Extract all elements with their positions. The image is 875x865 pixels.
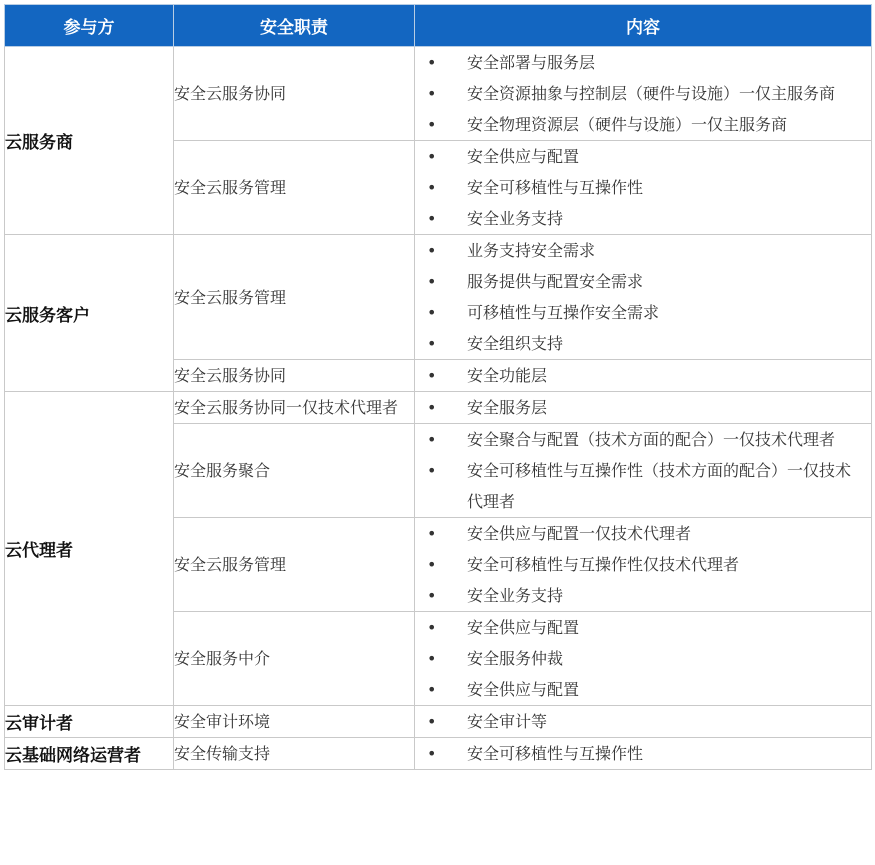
list-item-text: 安全可移植性与互操作性 [467, 744, 644, 763]
list-item-text: 可移植性与互操作安全需求 [467, 303, 660, 322]
list-item [415, 203, 871, 234]
content-list [415, 518, 871, 611]
content-cell [415, 47, 872, 141]
bullet-icon: • [427, 555, 437, 574]
list-item [415, 706, 871, 737]
header-duty: 安全职责 [174, 5, 415, 47]
list-item-text: 安全可移植性与互操作性仅技术代理者 [467, 555, 740, 574]
content-cell [415, 612, 872, 706]
list-item [415, 266, 871, 297]
content-cell [415, 360, 872, 392]
list-item-text: 安全部署与服务层 [467, 53, 596, 72]
content-list [415, 360, 871, 391]
list-item [415, 738, 871, 769]
party-cell: 云服务客户 [5, 235, 174, 392]
list-item [415, 580, 871, 611]
list-item [415, 549, 871, 580]
bullet-icon: • [427, 524, 437, 543]
list-item-text: 安全服务仲裁 [467, 649, 564, 668]
list-item [415, 674, 871, 705]
list-item [415, 78, 871, 109]
table-body [5, 47, 872, 770]
list-item-text: 安全可移植性与互操作性 [467, 178, 644, 197]
list-item [415, 172, 871, 203]
list-item-text: 安全供应与配置 [467, 147, 580, 166]
party-cell: 云代理者 [5, 392, 174, 706]
list-item-text: 安全供应与配置一仅技术代理者 [467, 524, 692, 543]
list-item [415, 518, 871, 549]
header-row [5, 5, 872, 47]
bullet-icon: • [427, 430, 437, 449]
duty-cell: 安全云服务管理 [174, 141, 415, 235]
duty-cell: 安全云服务协同 [174, 360, 415, 392]
content-list [415, 392, 871, 423]
list-item-text: 安全组织支持 [467, 334, 564, 353]
header-content: 内容 [415, 5, 872, 47]
list-item-text: 安全供应与配置 [467, 618, 580, 637]
list-item [415, 424, 871, 455]
table-row [5, 47, 872, 141]
list-item [415, 141, 871, 172]
party-cell: 云服务商 [5, 47, 174, 235]
list-item [415, 643, 871, 674]
bullet-icon: • [427, 84, 437, 103]
party-cell: 云基础网络运营者 [5, 738, 174, 770]
duty-cell: 安全传输支持 [174, 738, 415, 770]
bullet-icon: • [427, 680, 437, 699]
content-list [415, 47, 871, 140]
list-item [415, 612, 871, 643]
list-item-text: 服务提供与配置安全需求 [467, 272, 644, 291]
bullet-icon: • [427, 586, 437, 605]
party-cell: 云审计者 [5, 706, 174, 738]
duty-cell: 安全云服务管理 [174, 518, 415, 612]
list-item-text: 安全服务层 [467, 398, 548, 417]
bullet-icon: • [427, 53, 437, 72]
list-item [415, 47, 871, 78]
bullet-icon: • [427, 209, 437, 228]
bullet-icon: • [427, 398, 437, 417]
content-cell [415, 392, 872, 424]
list-item [415, 360, 871, 391]
bullet-icon: • [427, 744, 437, 763]
bullet-icon: • [427, 461, 437, 480]
content-list [415, 738, 871, 769]
list-item-text: 安全功能层 [467, 366, 548, 385]
table-row [5, 706, 872, 738]
content-cell [415, 706, 872, 738]
content-list [415, 235, 871, 359]
list-item [415, 328, 871, 359]
table-row [5, 392, 872, 424]
duty-cell: 安全服务聚合 [174, 424, 415, 518]
list-item-text: 安全供应与配置 [467, 680, 580, 699]
content-list [415, 612, 871, 705]
bullet-icon: • [427, 115, 437, 134]
bullet-icon: • [427, 649, 437, 668]
list-item-text: 安全审计等 [467, 712, 548, 731]
list-item-text: 安全资源抽象与控制层（硬件与设施）一仅主服务商 [467, 84, 836, 103]
list-item-text: 安全业务支持 [467, 209, 564, 228]
content-list [415, 706, 871, 737]
bullet-icon: • [427, 712, 437, 731]
content-cell [415, 235, 872, 360]
duty-cell: 安全云服务管理 [174, 235, 415, 360]
list-item-text: 安全聚合与配置（技术方面的配合）一仅技术代理者 [467, 430, 836, 449]
list-item-text: 业务支持安全需求 [467, 241, 596, 260]
bullet-icon: • [427, 366, 437, 385]
list-item [415, 109, 871, 140]
header-party: 参与方 [5, 5, 174, 47]
duty-cell: 安全云服务协同 [174, 47, 415, 141]
content-cell [415, 738, 872, 770]
bullet-icon: • [427, 303, 437, 322]
bullet-icon: • [427, 618, 437, 637]
duty-cell: 安全审计环境 [174, 706, 415, 738]
content-cell [415, 424, 872, 518]
list-item-text: 安全业务支持 [467, 586, 564, 605]
table-row [5, 738, 872, 770]
bullet-icon: • [427, 334, 437, 353]
responsibility-table [4, 4, 872, 770]
bullet-icon: • [427, 241, 437, 260]
content-cell [415, 518, 872, 612]
list-item [415, 235, 871, 266]
list-item [415, 455, 871, 517]
bullet-icon: • [427, 178, 437, 197]
list-item [415, 392, 871, 423]
table-row [5, 235, 872, 360]
duty-cell: 安全服务中介 [174, 612, 415, 706]
list-item-text: 安全可移植性与互操作性（技术方面的配合）一仅技术代理者 [467, 461, 852, 511]
bullet-icon: • [427, 272, 437, 291]
content-list [415, 424, 871, 517]
list-item-text: 安全物理资源层（硬件与设施）一仅主服务商 [467, 115, 788, 134]
duty-cell: 安全云服务协同一仅技术代理者 [174, 392, 415, 424]
bullet-icon: • [427, 147, 437, 166]
content-cell [415, 141, 872, 235]
content-list [415, 141, 871, 234]
list-item [415, 297, 871, 328]
